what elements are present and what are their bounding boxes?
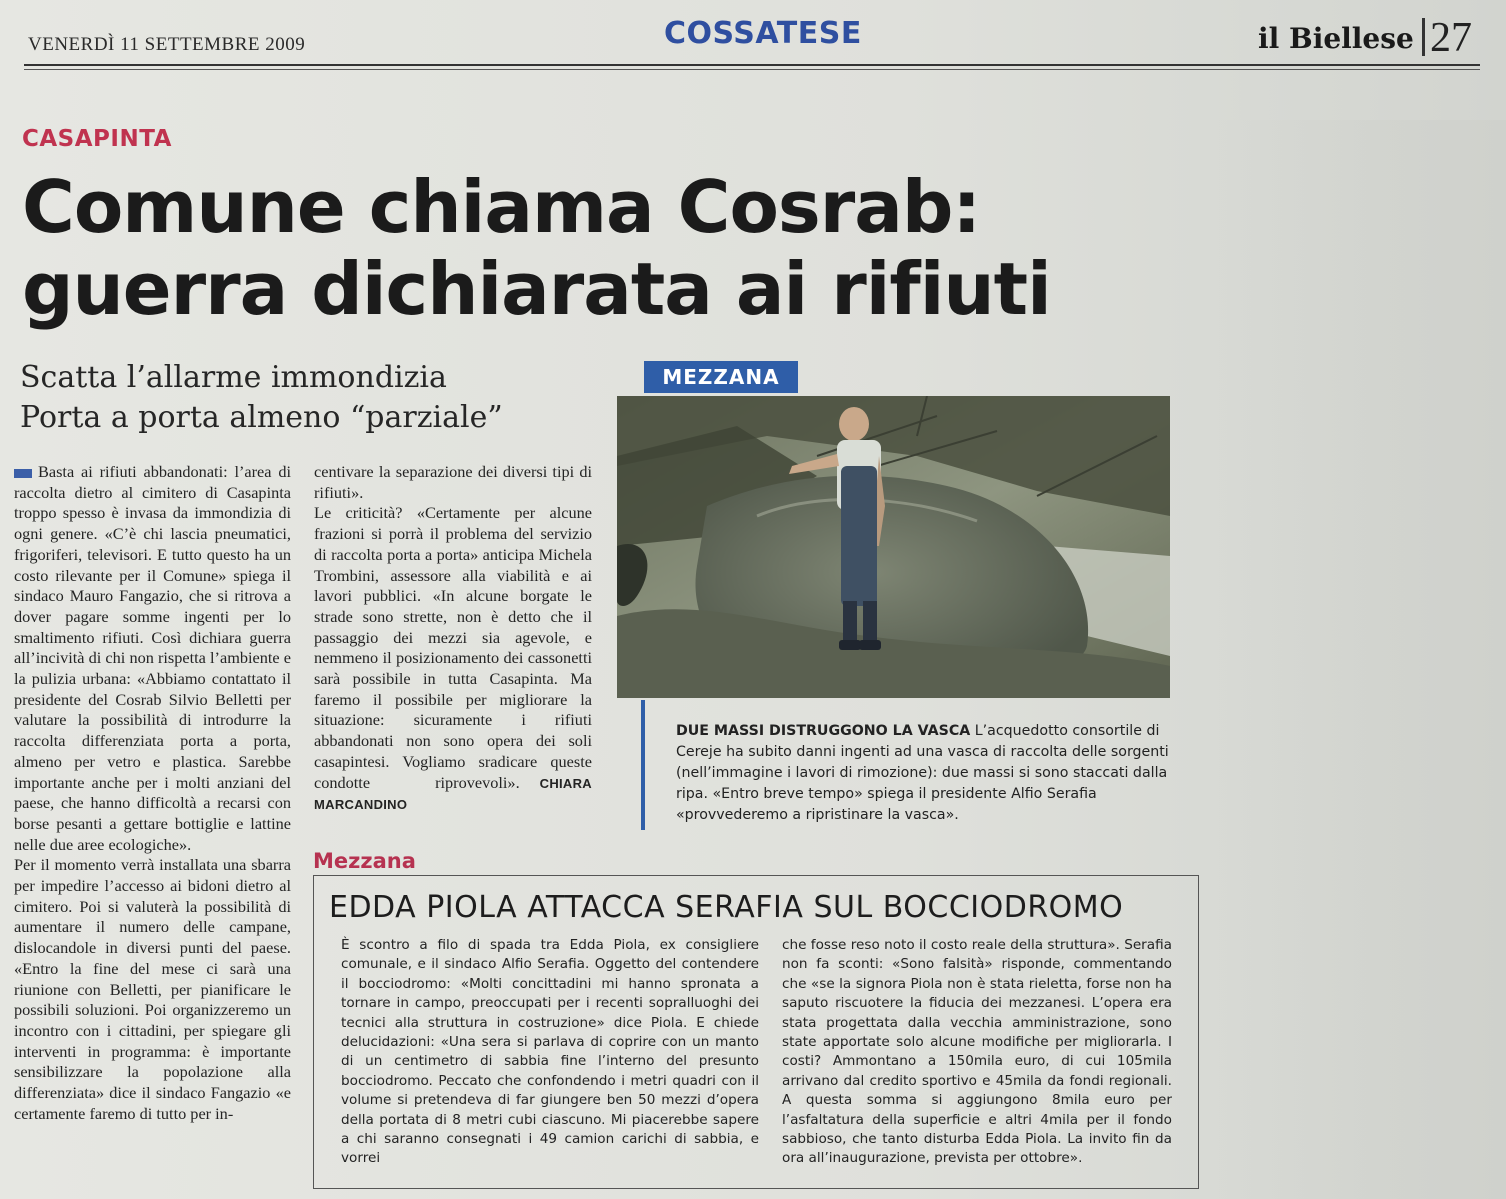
boxed-article bbox=[313, 875, 1199, 1189]
paragraph-marker-icon bbox=[14, 469, 32, 478]
adjacent-page-shadow bbox=[1215, 120, 1506, 1199]
issue-date: VENERDÌ 11 SETTEMBRE 2009 bbox=[28, 34, 306, 55]
boxed-article-title: EDDA PIOLA ATTACCA SERAFIA SUL BOCCIODROMO bbox=[329, 890, 1124, 925]
boxed-article-column-1: È scontro a filo di spada tra Edda Piola, ex consigliere comunale, e il sindaco Alfio Serafia. Oggetto del contendere il bocciodromo: «Molti concittadini mi hanno spronata a tornare in campo, preoccupati per i recenti sopralluoghi dei tecnici alla struttura in costruzione» dice Piola. E chiede delucidazioni: «Una sera si parlava di coprire con un manto di un centimetro di sabbia fine l’interno del presunto bocciodromo. Peccato che confondendo i metri quadri con il volume si pretendeva di far giungere ben 50 mezzi d’opera della portata di 8 metri cubi ciascuno. Mi piacerebbe sapere a chi saranno consegnati i 49 camion carichi di sabbia, e vorrei bbox=[341, 937, 759, 1167]
headline-line-2: guerra dichiarata ai rifiuti bbox=[22, 247, 1051, 331]
caption-text: L’acquedotto consortile di Cereje ha subito danni ingenti ad una vasca di raccolta delle sorgenti (nell’immagine i lavori di rimozione): due massi si sono staccati dalla ripa. «Entro breve tempo» spiega il presidente Alfio Serafia «provvederemo a ripristinare la vasca». bbox=[676, 723, 1169, 823]
article-subhead bbox=[20, 358, 503, 438]
column-2-paragraph-2-text: Le criticità? «Certamente per alcune frazioni si porrà il problema del servizio di raccolta porta a porta» anticipa Michela Trombini, assessore alla viabilità e ai lavori pubblici. «In alcune borgate le strade sono strette, non è detto che il passaggio dei mezzi sia agevole, e nemmeno il posizionamento dei cassonetti sarà possibile in tutta Casapinta. Ma faremo il possibile per migliorare la situazione: sicuramente i rifiuti abbandonati non sono opera dei soli casapintesi. Vogliamo sradicare queste condotte riprovevoli». bbox=[314, 503, 592, 792]
article-column-1 bbox=[14, 462, 291, 1125]
column-2-paragraph-2 bbox=[314, 503, 592, 816]
caption-accent-bar bbox=[641, 700, 645, 830]
masthead bbox=[24, 14, 1480, 72]
photo-illustration bbox=[617, 396, 1170, 698]
headline-line-1: Comune chiama Cosrab: bbox=[22, 165, 981, 249]
photo-section-tag: MEZZANA bbox=[644, 361, 798, 393]
subhead-line-2: Porta a porta almeno “parziale” bbox=[20, 400, 503, 435]
section-title: COSSATESE bbox=[664, 16, 862, 51]
article-byline: CHIARA MARCANDINO bbox=[314, 775, 592, 813]
article-column-2 bbox=[314, 462, 592, 816]
page-number: 27 bbox=[1430, 15, 1472, 61]
subhead-line-1: Scatta l’allarme immondizia bbox=[20, 360, 447, 395]
masthead-rule bbox=[24, 64, 1480, 66]
column-2-paragraph-1: centivare la separazione dei diversi tipi di rifiuti». bbox=[314, 462, 592, 502]
photo-caption bbox=[676, 721, 1172, 826]
masthead-divider bbox=[1422, 18, 1425, 56]
caption-title: DUE MASSI DISTRUGGONO LA VASCA bbox=[676, 723, 971, 739]
column-1-paragraph-2: Per il momento verrà installata una sbarra per impedire l’accesso ai bidoni dietro al cimitero. Poi si valuterà la possibilità di aumentare il numero delle campane, dislocandole in diversi punti del paese. «Entro la fine del mese ci sarà una riunione con Belletti, per pianificare le possibili soluzioni. Poi organizzeremo un incontro con i cittadini, per spiegare gli interventi in programma: è importante sensibilizzare la popolazione alla differenziata» dice il sindaco Fangazio «e certamente faremo di tutto per in- bbox=[14, 855, 291, 1123]
article-headline bbox=[22, 166, 1212, 330]
article-kicker: CASAPINTA bbox=[22, 126, 172, 152]
masthead-rule-thin bbox=[24, 69, 1480, 70]
news-photo bbox=[617, 396, 1170, 698]
boxed-article-column-2: che fosse reso noto il costo reale della struttura». Serafia non fa sconti: «Sono falsità» risponde, commentando che «se la signora Piola non è stata rieletta, forse non ha saputo riscuotere la fiducia dei mezzanesi. L’opera era stata progettata dalla vecchia amministrazione, sono state apportate solo alcune modifiche per migliorarla. I costi? Ammontano a 150mila euro, di cui 105mila arrivano dal credito sportivo e 45mila da fondi regionali. A questa somma si aggiungono 8mila euro per l’asfaltatura della superficie e altri 4mila per il fondo sabbioso, che tanto disturba Edda Piola. La invito fin da ora all’inaugurazione, prevista per ottobre». bbox=[782, 937, 1172, 1167]
newspaper-name: il Biellese bbox=[1258, 22, 1414, 55]
column-1-paragraph-1: Basta ai rifiuti abbandonati: l’area di raccolta dietro al cimitero di Casapinta troppo spesso è invasa da immondizia di ogni genere. «C’è chi lascia pneumatici, frigoriferi, televisori. E tutto questo ha un costo rilevante per il Comune» spiega il sindaco Mauro Fangazio, che si ritrova a dover pagare somme ingenti per lo smaltimento rifiuti. Così dichiara guerra all’incività di chi non rispetta l’ambiente e la pulizia urbana: «Abbiamo contattato il presidente del Cosrab Silvio Belletti per valutare la possibilità di introdurre la raccolta differenziata porta a porta, almeno per vetro e plastica. Sarebbe importante anche per i molti anziani del paese, che hanno difficoltà a recarsi con borse pesanti a gettare bottiglie e lattine nelle due aree ecologiche». bbox=[14, 462, 291, 854]
box-article-kicker: Mezzana bbox=[313, 849, 416, 873]
